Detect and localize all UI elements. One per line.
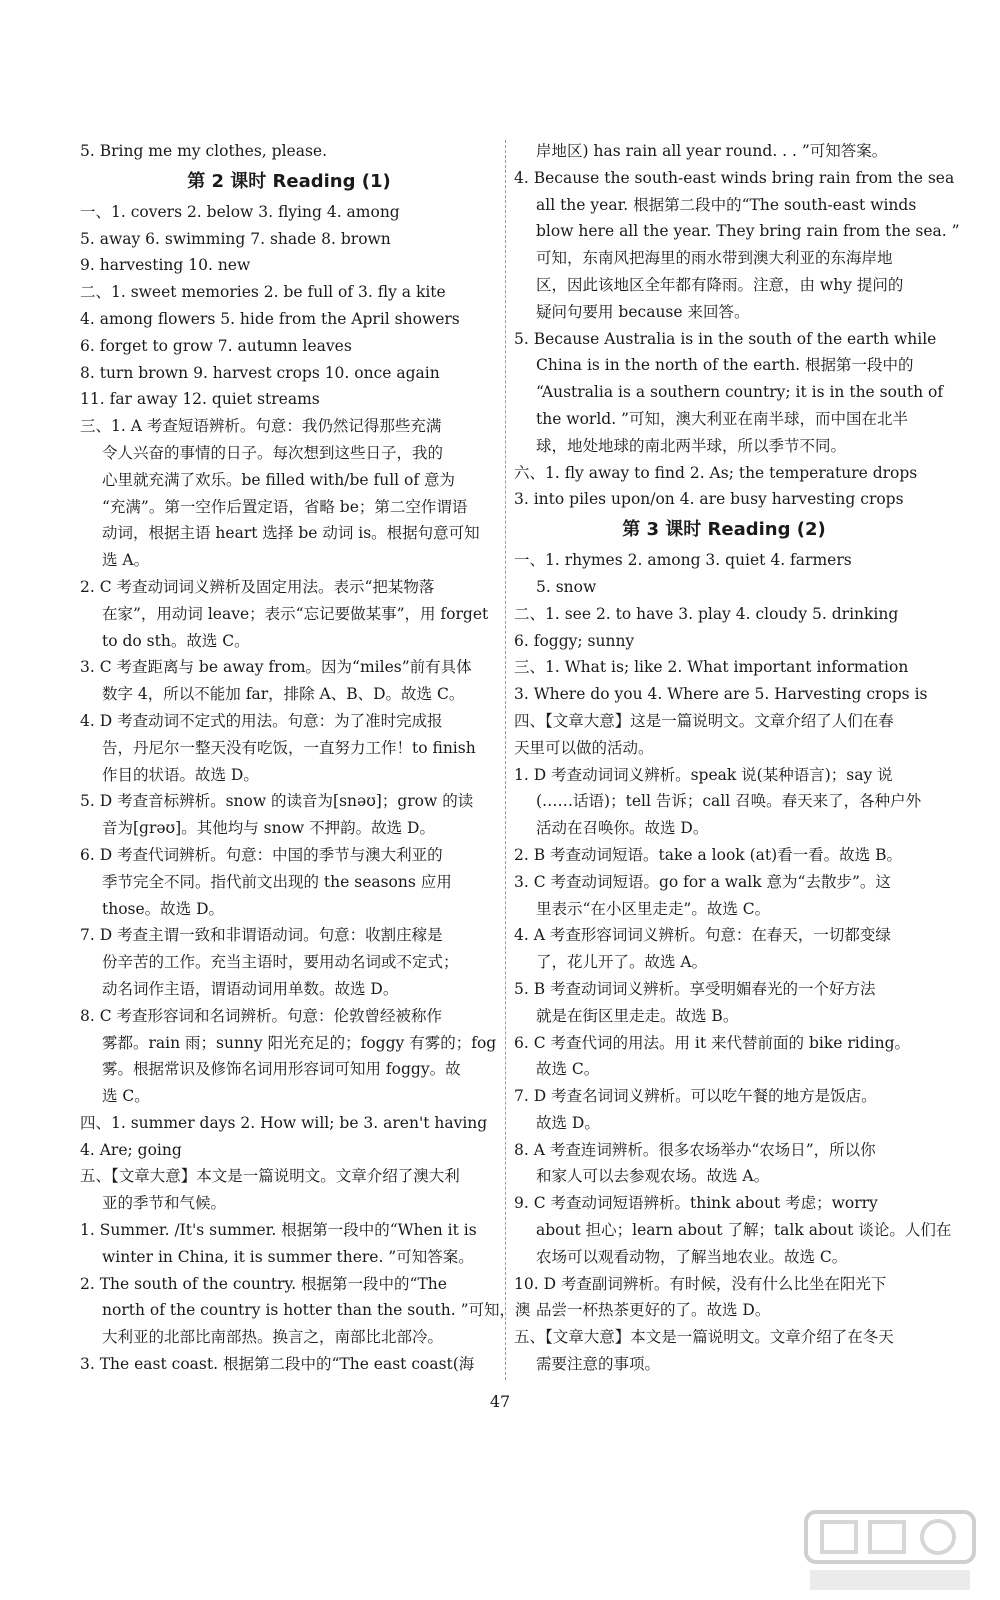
answer-line: 故选 D。: [536, 1113, 600, 1132]
answer-line: 三、1. A 考查短语辨析。句意：我仍然记得那些充满: [80, 417, 442, 436]
answer-line: 动名词作主语，谓语动词用单数。故选 D。: [102, 979, 399, 998]
answer-line: 3. Where do you 4. Where are 5. Harvesting crops is: [514, 685, 928, 704]
answer-line: 4. Are; going: [80, 1140, 182, 1159]
answer-line: 2. B 考查动词短语。take a look (at)看一看。故选 B。: [514, 845, 902, 864]
answer-line: all the year. 根据第二段中的“The south-east winds: [536, 195, 917, 214]
answer-line: 作目的状语。故选 D。: [102, 765, 259, 784]
answer-line: 需要注意的事项。: [536, 1355, 661, 1374]
answer-line: “充满”。第一空作后置定语，省略 be；第二空作谓语: [102, 497, 468, 516]
answer-line: 5. Because Australia is in the south of the earth while: [514, 329, 937, 348]
answer-line: 10. D 考查副词辨析。有时候，没有什么比坐在阳光下: [514, 1274, 887, 1293]
page-number: 47: [489, 1392, 511, 1411]
answer-line: 数字 4，所以不能加 far，排除 A、B、D。故选 C。: [102, 685, 465, 704]
answer-line: 选 A。: [102, 551, 150, 570]
answer-line: 季节完全不同。指代前文出现的 the seasons 应用: [102, 872, 452, 891]
answer-line: 8. C 考查形容词和名词辨析。句意：伦敦曾经被称作: [80, 1006, 443, 1025]
answer-line: 5. Bring me my clothes, please.: [80, 142, 327, 160]
answer-line: 6. C 考查代词的用法。用 it 来代替前面的 bike riding。: [514, 1033, 910, 1052]
answer-line: (……话语)；tell 告诉；call 召唤。春天来了，各种户外: [536, 792, 922, 811]
answer-line: 五、【文章大意】本文是一篇说明文。文章介绍了澳大利: [80, 1167, 460, 1186]
column-divider: [505, 140, 506, 1380]
answer-line: 二、1. see 2. to have 3. play 4. cloudy 5. drinking: [514, 604, 899, 623]
answer-line: 2. The south of the country. 根据第一段中的“The: [80, 1274, 447, 1293]
answer-line: 疑问句要用 because 来回答。: [536, 302, 750, 321]
answer-line: 3. The east coast. 根据第二段中的“The east coast(海: [80, 1355, 475, 1374]
answer-line: 里表示“在小区里走走”。故选 C。: [536, 899, 771, 918]
section-heading-lesson-2: 第 2 课时 Reading (1): [187, 170, 391, 192]
answer-line: 9. harvesting 10. new: [80, 256, 251, 275]
answer-line: 雾。根据常识及修饰名词用形容词可知用 foggy。故: [102, 1060, 461, 1079]
answer-line: 音为[ɡrəʊ]。其他均与 snow 不押韵。故选 D。: [102, 819, 435, 838]
answer-line: 在家”，用动词 leave；表示“忘记要做某事”，用 forget: [102, 604, 489, 623]
answer-line: 岸地区) has rain all year round. . . ”可知答案。: [536, 142, 888, 160]
answer-line: 4. Because the south-east winds bring rain from the sea: [514, 168, 955, 187]
answer-line: the world. ”可知，澳大利亚在南半球，而中国在北半: [536, 409, 908, 428]
answer-line: 9. C 考查动词短语辨析。think about 考虑；worry: [514, 1194, 878, 1213]
answer-line: to do sth。故选 C。: [102, 631, 250, 650]
answer-line: 3. into piles upon/on 4. are busy harvesting crops: [514, 490, 904, 509]
answer-line: 五、【文章大意】本文是一篇说明文。文章介绍了在冬天: [514, 1328, 894, 1347]
answer-line: 令人兴奋的事情的日子。每次想到这些日子，我的: [102, 443, 444, 462]
answer-line: 份辛苦的工作。充当主语时，要用动名词或不定式；: [102, 953, 459, 972]
answer-line: 心里就充满了欢乐。be filled with/be full of 意为: [102, 470, 456, 489]
answer-line: 二、1. sweet memories 2. be full of 3. fly a kite: [80, 283, 446, 302]
section-heading-lesson-3: 第 3 课时 Reading (2): [622, 519, 826, 541]
watermark-logo-icon: [800, 1508, 980, 1596]
answer-line: 雾都。rain 雨；sunny 阳光充足的；foggy 有雾的；fog: [102, 1033, 497, 1052]
answer-line: 8. turn brown 9. harvest crops 10. once again: [80, 363, 440, 382]
answer-line: about 担心；learn about 了解；talk about 谈论。人们在: [536, 1221, 952, 1240]
answer-line: China is in the north of the earth. 根据第一段中的: [536, 356, 914, 375]
answer-line: 就是在街区里走走。故选 B。: [536, 1006, 739, 1025]
answer-line: 亚的季节和气候。: [102, 1194, 227, 1213]
answer-line: 三、1. What is; like 2. What important information: [514, 658, 909, 677]
answer-line: 球，地处地球的南北两半球，所以季节不同。: [536, 436, 847, 455]
answer-line: those。故选 D。: [102, 899, 225, 918]
answer-line: 动词，根据主语 heart 选择 be 动词 is。根据句意可知: [102, 524, 480, 543]
answer-line: 5. B 考查动词词义辨析。享受明媚春光的一个好方法: [514, 979, 876, 998]
answer-line: 5. D 考查音标辨析。snow 的读音为[snəʊ]；grow 的读: [80, 792, 474, 811]
answer-line: 3. C 考查动词短语。go for a walk 意为“去散步”。这: [514, 872, 891, 891]
answer-line: 4. among flowers 5. hide from the April showers: [80, 309, 460, 328]
answer-line: “Australia is a southern country; it is in the south of: [536, 383, 944, 402]
answer-line: 一、1. covers 2. below 3. flying 4. among: [80, 202, 400, 221]
answer-line: 2. C 考查动词词义辨析及固定用法。表示“把某物落: [80, 577, 435, 596]
answer-line: 了，花儿开了。故选 A。: [536, 953, 708, 972]
answer-line: 农场可以观看动物，了解当地农业。故选 C。: [536, 1247, 848, 1266]
answer-line: 4. A 考查形容词词义辨析。句意：在春天，一切都变绿: [514, 926, 891, 945]
answer-line: 天里可以做的活动。: [514, 738, 654, 757]
answer-line: 1. D 考查动词词义辨析。speak 说(某种语言)；say 说: [514, 765, 893, 784]
answer-line: 品尝一杯热茶更好的了。故选 D。: [536, 1301, 771, 1320]
answer-line: 故选 C。: [536, 1060, 600, 1079]
answer-line: 告，丹尼尔一整天没有吃饭，一直努力工作！to finish: [102, 738, 476, 757]
answer-line: 一、1. rhymes 2. among 3. quiet 4. farmers: [514, 551, 852, 570]
answer-line: 5. snow: [536, 577, 597, 596]
answer-line: 6. D 考查代词辨析。句意：中国的季节与澳大利亚的: [80, 845, 443, 864]
right-column: [514, 138, 960, 1378]
answer-line: 1. Summer. /It's summer. 根据第一段中的“When it is: [80, 1221, 477, 1240]
answer-line: 11. far away 12. quiet streams: [80, 390, 320, 409]
answer-line: 四、【文章大意】这是一篇说明文。文章介绍了人们在春: [514, 711, 894, 730]
answer-line: 3. C 考查距离与 be away from。因为“miles”前有具体: [80, 658, 472, 677]
answer-line: 区，因此该地区全年都有降雨。注意，由 why 提问的: [536, 275, 904, 294]
answer-line: 大利亚的北部比南部热。换言之，南部比北部冷。: [102, 1328, 444, 1347]
answer-line: 7. D 考查主谓一致和非谓语动词。句意：收割庄稼是: [80, 926, 443, 945]
answer-line: winter in China, it is summer there. ”可知答案。: [102, 1247, 474, 1266]
answer-line: 6. forget to grow 7. autumn leaves: [80, 336, 352, 355]
answer-line: 4. D 考查动词不定式的用法。句意：为了准时完成报: [80, 711, 443, 730]
answer-line: blow here all the year. They bring rain from the sea. ”: [536, 222, 960, 241]
answer-line: 可知，东南风把海里的雨水带到澳大利亚的东海岸地: [536, 249, 893, 268]
answer-line: 6. foggy; sunny: [514, 631, 635, 650]
answer-line: 六、1. fly away to find 2. As; the temperature drops: [514, 463, 918, 482]
answer-line: 选 C。: [102, 1087, 150, 1106]
answer-line: 四、1. summer days 2. How will; be 3. aren't having: [80, 1113, 488, 1132]
answer-line: 和家人可以去参观农场。故选 A。: [536, 1167, 770, 1186]
answer-line: 5. away 6. swimming 7. shade 8. brown: [80, 229, 391, 248]
answer-line: 活动在召唤你。故选 D。: [536, 819, 709, 838]
answer-line: north of the country is hotter than the south. ”可知，澳: [102, 1301, 531, 1320]
answer-line: 7. D 考查名词词义辨析。可以吃午餐的地方是饭店。: [514, 1087, 877, 1106]
answer-line: 8. A 考查连词辨析。很多农场举办“农场日”，所以你: [514, 1140, 876, 1159]
left-column: [80, 138, 531, 1378]
